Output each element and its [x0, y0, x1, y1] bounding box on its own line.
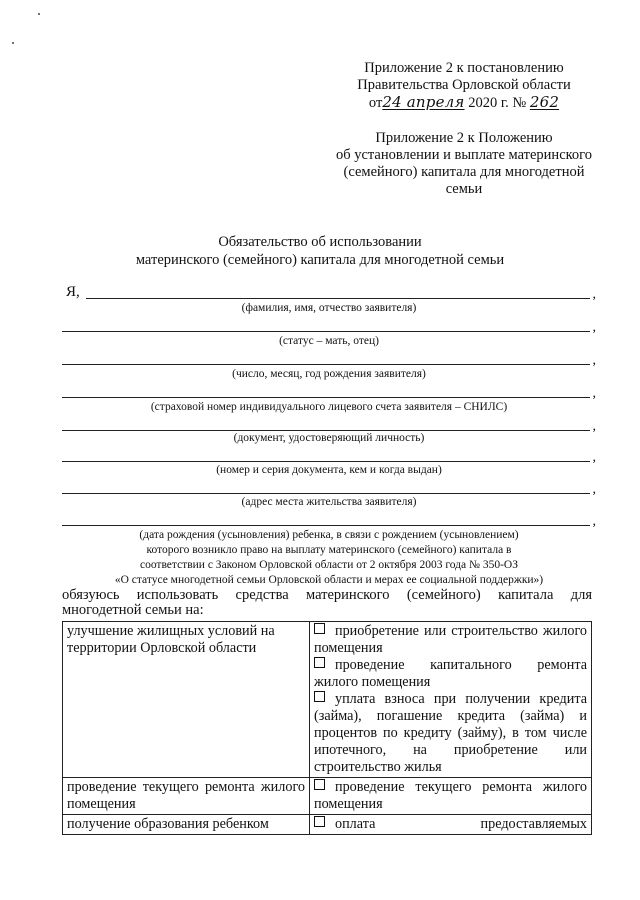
document-fill-line[interactable]: , — [62, 417, 596, 431]
purpose-cell: улучшение жилищных условий на территории Орловской области — [63, 622, 310, 778]
regulation-line-2: об установлении и выплате материнского — [335, 147, 593, 163]
decree-line-2: Правительства Орловской области — [357, 77, 571, 93]
ya-prefix: Я, — [66, 284, 80, 300]
snils-fill-line[interactable]: , — [62, 384, 596, 398]
purpose-options-table — [62, 621, 592, 835]
birth-caption: (число, месяц, год рождения заявителя) — [232, 368, 426, 380]
decree-date-line: от24 апреля 2020 г. № 262 — [368, 93, 560, 111]
options-cell — [310, 778, 592, 815]
child-birth-paragraph: (дата рождения (усыновления) ребенка, в связи с рождением (усыновлением) которого возникло право на выплату материнского (семейного) капитала в соответствии с Законом Орловской области от 2 октября 2003 года № 350-ОЗ «О статусе многодетной семьи Орловской области и мерах ее социальной поддержки») — [114, 529, 544, 586]
options-cell — [310, 815, 592, 835]
options-cell — [310, 622, 592, 778]
checkbox-icon[interactable] — [314, 623, 325, 634]
document-title — [40, 233, 600, 269]
title-line-2: материнского (семейного) капитала для многодетной семьи — [135, 252, 505, 268]
child-birth-fill-line[interactable]: , — [62, 512, 596, 526]
checkbox-icon[interactable] — [314, 691, 325, 702]
scan-speck — [38, 13, 40, 15]
obligation-intro: обязуюсь использовать средства материнского (семейного) капитала для многодетной семьи на: — [62, 587, 592, 618]
decree-appendix-header — [318, 60, 610, 112]
regulation-appendix-header — [318, 130, 610, 198]
option-item[interactable]: уплата взноса при получении кредита (займа), погашение кредита (займа) и процентов по кредиту (займу), в том числе ипотечного, на приобретение или строительство жилья — [314, 691, 587, 775]
option-item[interactable]: проведение капитального ремонта жилого помещения — [314, 657, 587, 690]
checkbox-icon[interactable] — [314, 816, 325, 827]
handwritten-date: 24 апреля — [382, 93, 465, 111]
title-line-1: Обязательство об использовании — [218, 234, 422, 250]
table-row — [63, 778, 592, 815]
birth-fill-line[interactable]: , — [62, 351, 596, 365]
doc-details-caption: (номер и серия документа, кем и когда выдан) — [216, 464, 442, 476]
regulation-line-4: семьи — [445, 181, 483, 197]
name-caption: (фамилия, имя, отчество заявителя) — [241, 302, 417, 314]
status-caption: (статус – мать, отец) — [279, 335, 379, 347]
scan-speck — [12, 42, 14, 44]
option-item[interactable]: проведение текущего ремонта жилого помещения — [314, 779, 587, 812]
document-caption: (документ, удостоверяющий личность) — [233, 432, 425, 444]
regulation-line-1: Приложение 2 к Положению — [375, 130, 553, 146]
checkbox-icon[interactable] — [314, 657, 325, 668]
address-caption: (адрес места жительства заявителя) — [241, 496, 417, 508]
snils-caption: (страховой номер индивидуального лицевого счета заявителя – СНИЛС) — [150, 401, 508, 413]
name-fill-line[interactable]: Я, , — [66, 284, 596, 302]
option-item[interactable]: приобретение или строительство жилого помещения — [314, 623, 587, 656]
purpose-cell: получение образования ребенком — [63, 815, 310, 835]
handwritten-number: 262 — [529, 93, 560, 111]
doc-details-fill-line[interactable]: , — [62, 448, 596, 462]
regulation-line-3: (семейного) капитала для многодетной — [343, 164, 585, 180]
table-row — [63, 815, 592, 835]
checkbox-icon[interactable] — [314, 779, 325, 790]
decree-line-1: Приложение 2 к постановлению — [364, 60, 564, 76]
purpose-cell: проведение текущего ремонта жилого помещения — [63, 778, 310, 815]
table-row — [63, 622, 592, 778]
address-fill-line[interactable]: , — [62, 480, 596, 494]
option-item[interactable]: оплата предоставляемых — [314, 816, 587, 833]
status-fill-line[interactable]: , — [62, 318, 596, 332]
